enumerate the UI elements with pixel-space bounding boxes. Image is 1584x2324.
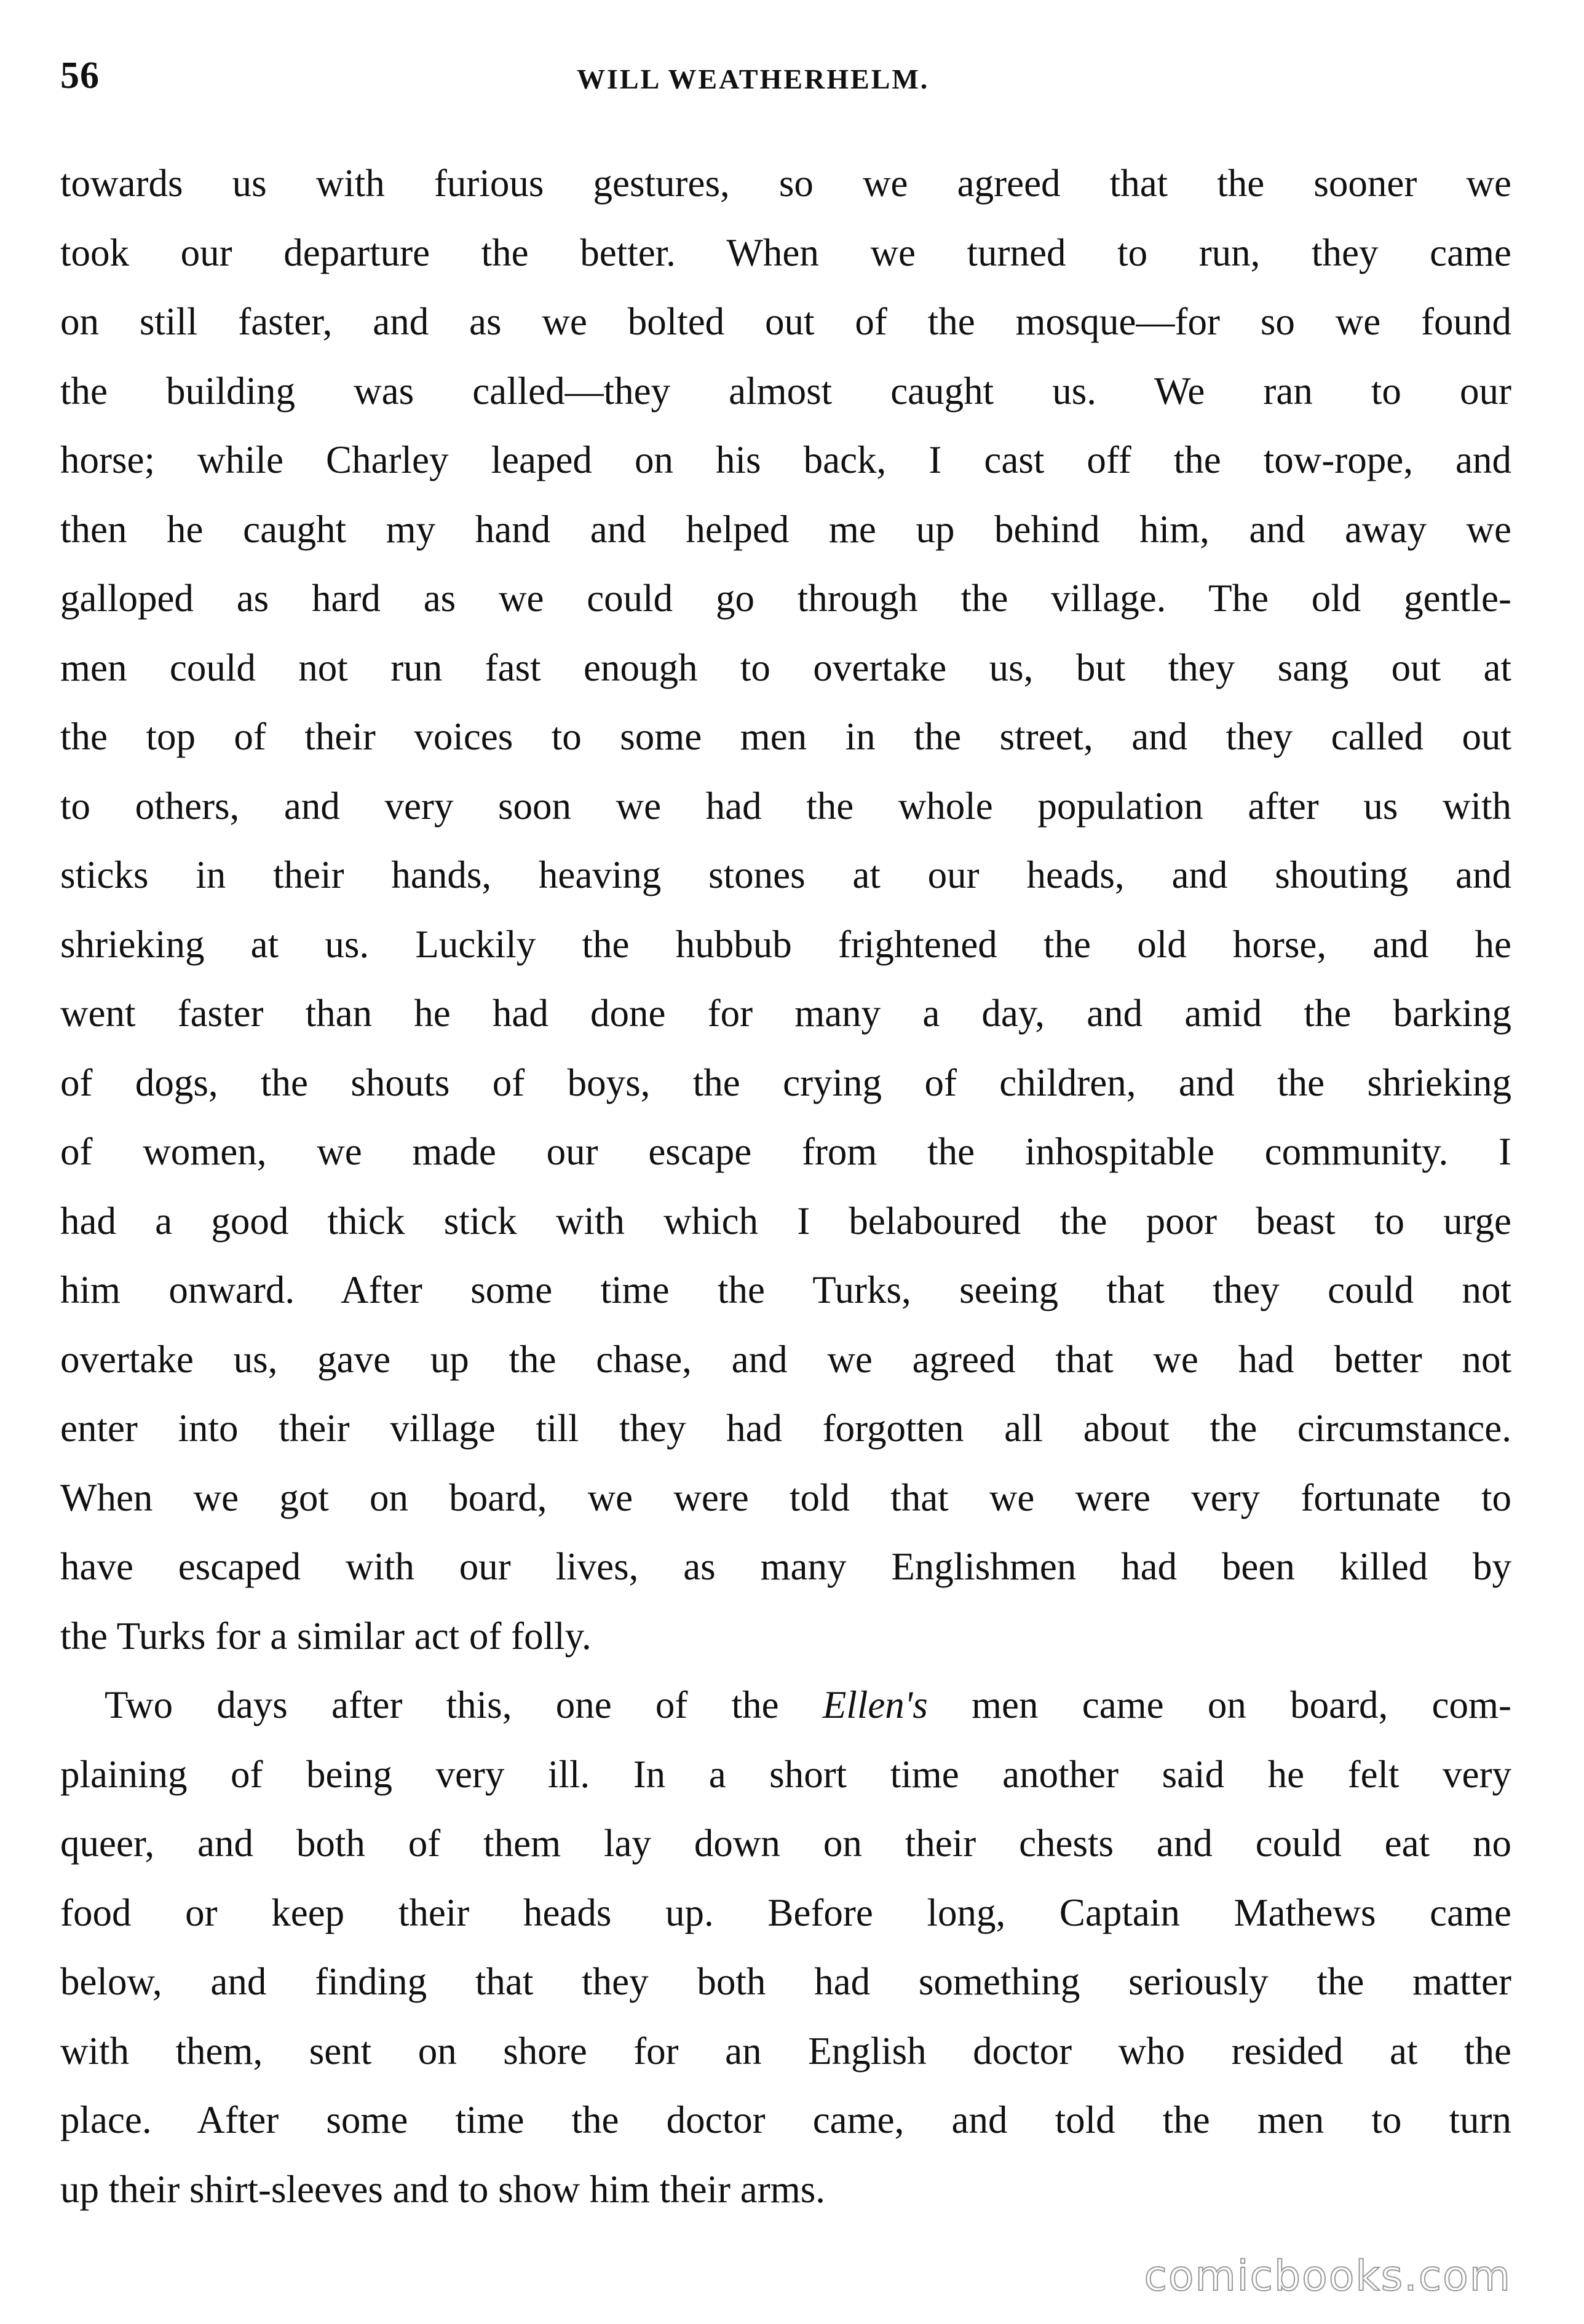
text-line: to others, and very soon we had the whole population after us with [60,784,1511,828]
text-line: of women, we made our escape from the inhospitable community. I [60,1130,1511,1173]
text-line: up their shirt-sleeves and to show him their arms. [60,2167,826,2211]
text-line: then he caught my hand and helped me up behind him, and away we [60,507,1511,551]
text-line: him onward. After some time the Turks, seeing that they could not [60,1268,1511,1311]
ship-name: Ellen's [822,1683,928,1726]
text-line: enter into their village till they had forgotten all about the circumstance. [60,1407,1511,1450]
page-number: 56 [60,55,100,97]
text-line: When we got on board, we were told that we were very fortunate to [60,1476,1511,1519]
text-line: overtake us, gave up the chase, and we agreed that we had better not [60,1337,1511,1381]
watermark: comicbooks.com [1144,2252,1511,2301]
text-line: below, and finding that they both had something seriously the matter [60,1960,1511,2003]
text-line: the Turks for a similar act of folly. [60,1614,592,1658]
running-head: WILL WEATHERHELM. [577,63,930,95]
text-line: have escaped with our lives, as many Englishmen had been killed by [60,1545,1511,1588]
text-line: men could not run fast enough to overtake us, but they sang out at [60,646,1511,689]
body-text [60,149,1511,2224]
text-line: on still faster, and as we bolted out of the mosque—for so we found [60,300,1511,343]
paragraph-1 [60,149,1511,1670]
text-line: sticks in their hands, heaving stones at our heads, and shouting and [60,853,1511,896]
text-line: shrieking at us. Luckily the hubbub frightened the old horse, and he [60,922,1511,966]
text-line: horse; while Charley leaped on his back, I cast off the tow-rope, and [60,438,1511,481]
text-line: queer, and both of them lay down on their chests and could eat no [60,1822,1511,1865]
text-line: had a good thick stick with which I belaboured the poor beast to urge [60,1199,1511,1243]
text-line: place. After some time the doctor came, and told the men to turn [60,2098,1511,2141]
text-line: plaining of being very ill. In a short time another said he felt very [60,1752,1511,1796]
text-line [60,1670,1511,1740]
text-line: the building was called—they almost caught us. We ran to our [60,369,1511,413]
text-run: Two days after this, one of the [105,1683,823,1726]
text-line: took our departure the better. When we turned to run, they came [60,231,1511,274]
text-line: with them, sent on shore for an English doctor who resided at the [60,2029,1511,2073]
text-line: galloped as hard as we could go through the village. The old gentle- [60,577,1511,620]
page-header [60,54,1511,103]
text-line: the top of their voices to some men in the street, and they called out [60,715,1511,758]
text-line: food or keep their heads up. Before long, Captain Mathews came [60,1891,1511,1934]
text-line: went faster than he had done for many a day, and amid the barking [60,992,1511,1035]
text-line: towards us with furious gestures, so we agreed that the sooner we [60,162,1511,205]
text-run: men came on board, com- [927,1683,1511,1726]
text-line: of dogs, the shouts of boys, the crying of children, and the shrieking [60,1061,1511,1104]
paragraph-2 [60,1670,1511,2224]
